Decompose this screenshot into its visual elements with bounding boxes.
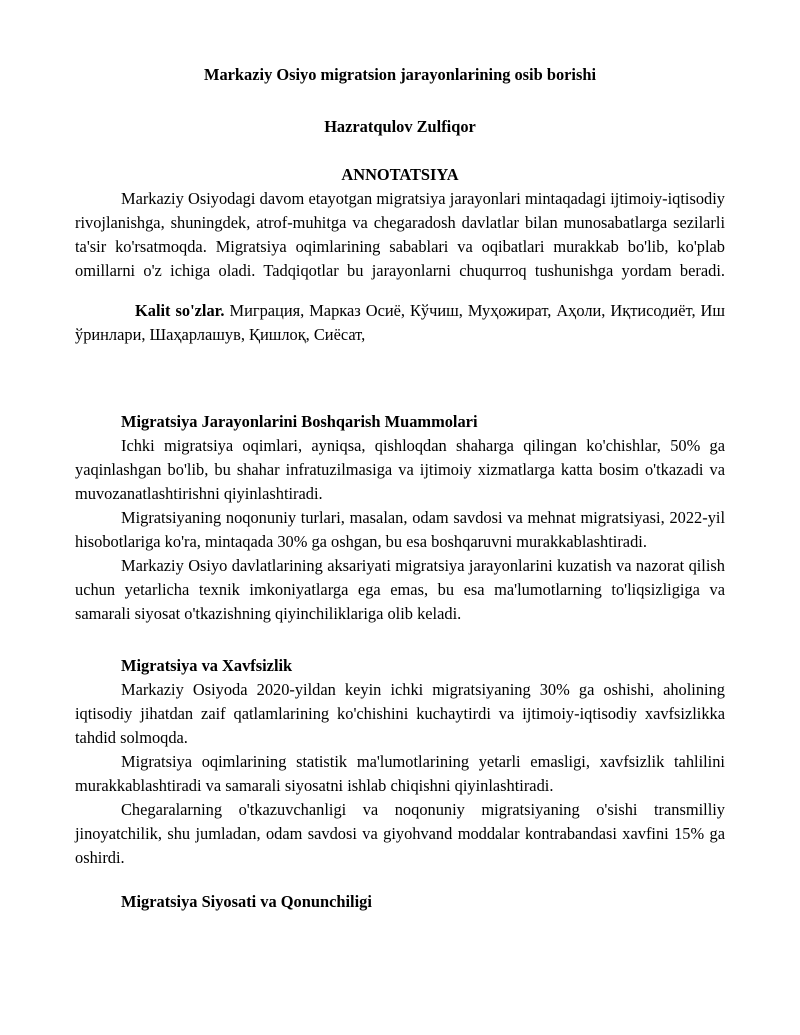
section2-paragraph-2: Migratsiya oqimlarining statistik ma'lumotlarining yetarli emasligi, xavfsizlik tahlilini murakkablashtiradi va samarali siyosatni ishlab chiqishni qiyinlashtiradi. [75,752,725,795]
author-name: Hazratqulov Zulfiqor [324,117,476,136]
keywords-label: Kalit so'zlar. [135,301,225,320]
section-heading-policy: Migratsiya Siyosati va Qonunchiligi [121,892,372,911]
keywords-paragraph [75,299,725,347]
section-heading-management: Migratsiya Jarayonlarini Boshqarish Muammolari [121,412,478,431]
section1-paragraph-2: Migratsiyaning noqonuniy turlari, masalan, odam savdosi va mehnat migratsiyasi, 2022-yil hisobotlariga ko'ra, mintaqada 30% ga oshgan, bu esa boshqaruvni murakkablashtiradi. [75,508,725,551]
section1-paragraph-3: Markaziy Osiyo davlatlarining aksariyati migratsiya jarayonlarini kuzatish va nazorat qilish uchun yetarlicha texnik imkoniyatlarga ega emas, bu esa ma'lumotlarning to'liqsizligiga va samarali siyosat o'tkazishning qiyinchiliklariga olib keladi. [75,556,725,623]
section2-paragraph-3: Chegaralarning o'tkazuvchanligi va noqonuniy migratsiyaning o'sishi transmilliy jinoyatchilik, shu jumladan, odam savdosi va giyohvand moddalar kontrabandasi xavfini 15% ga oshirdi. [75,800,725,867]
document-title: Markaziy Osiyo migratsion jarayonlarining osib borishi [203,65,597,84]
section-heading-security: Migratsiya va Xavfsizlik [121,656,293,675]
section1-paragraph-1: Ichki migratsiya oqimlari, ayniqsa, qishloqdan shaharga qilingan ko'chishlar, 50% ga yaqinlashgan bo'lib, bu shahar infratuzilmasiga va ijtimoiy xizmatlarga katta bosim o'tkazadi va muvozanatlashtirishni qiyinlashtiradi. [75,436,725,503]
section2-paragraph-1: Markaziy Osiyoda 2020-yildan keyin ichki migratsiyaning 30% ga oshishi, aholining iqtisodiy jihatdan zaif qatlamlarining ko'chishini kuchaytirdi va ijtimoiy-iqtisodiy xavfsizlikka tahdid solmoqda. [75,680,725,747]
annotation-text: Markaziy Osiyodagi davom etayotgan migratsiya jarayonlari mintaqadagi ijtimoiy-iqtisodiy rivojlanishga, shuningdek, atrof-muhitga va chegaradosh davlatlar bilan munosabatlarga sezilarli ta'sir ko'rsatmoqda. Migratsiya oqimlarining sabablari va oqibatlari murakkab bo'lib, ko'plab omillarni o'z ichiga oladi. Tadqiqotlar bu jarayonlarni chuqurroq tushunishga yordam beradi. [75,189,725,280]
annotation-heading: ANNOTATSIYA [341,165,459,184]
keywords-text: Миграция, Марказ Осиё, Кўчиш, Муҳожират, Аҳоли, Иқтисодиёт, Иш ўринлари, Шаҳарлашув, Қишлоқ, Сиёсат, [75,301,725,344]
